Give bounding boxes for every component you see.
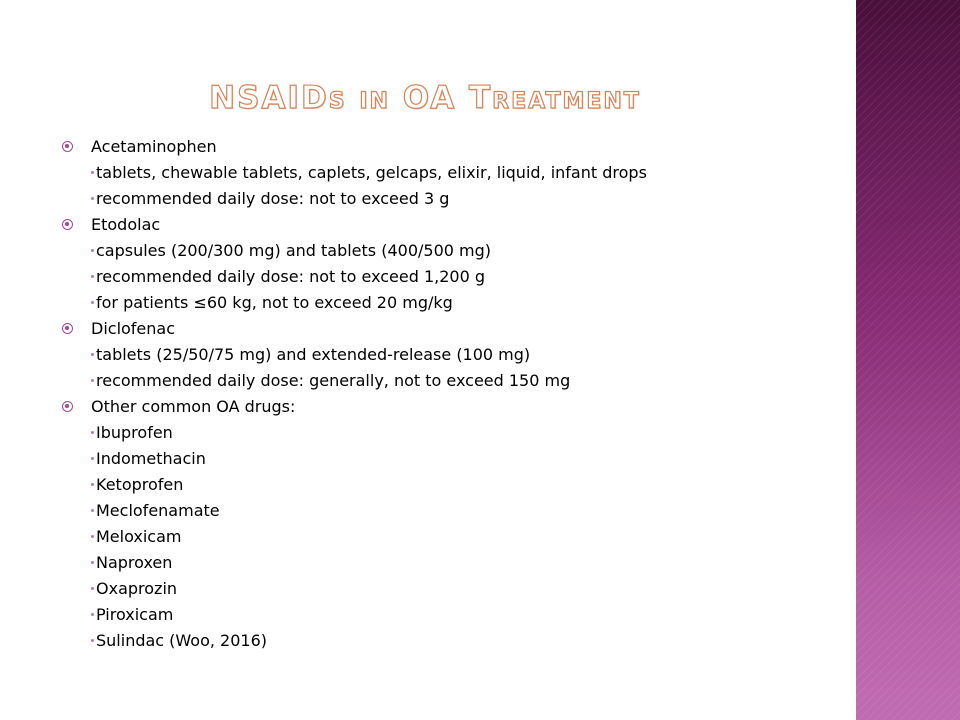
section-heading bbox=[62, 394, 822, 420]
dot-bullet-icon bbox=[91, 353, 94, 356]
dot-bullet-icon bbox=[91, 535, 94, 538]
list-item-text: Piroxicam bbox=[96, 605, 174, 624]
list-item bbox=[62, 290, 822, 316]
section-heading bbox=[62, 316, 822, 342]
list-item bbox=[62, 628, 822, 654]
list-item-text: tablets (25/50/75 mg) and extended-release (100 mg) bbox=[96, 345, 531, 364]
list-item bbox=[62, 238, 822, 264]
list-item-text: recommended daily dose: generally, not to exceed 150 mg bbox=[96, 371, 571, 390]
list-item bbox=[62, 446, 822, 472]
dot-bullet-icon bbox=[91, 613, 94, 616]
section-heading-text: Other common OA drugs: bbox=[91, 397, 296, 416]
list-item-text: recommended daily dose: not to exceed 3 g bbox=[96, 189, 450, 208]
dot-bullet-icon bbox=[91, 249, 94, 252]
list-item-text: Meclofenamate bbox=[96, 501, 220, 520]
dot-bullet-icon bbox=[91, 197, 94, 200]
circle-bullet-icon bbox=[62, 219, 73, 230]
slide-title: NSAIDs in OA Treatment bbox=[209, 80, 641, 116]
section-heading-text: Diclofenac bbox=[91, 319, 176, 338]
list-item-text: Naproxen bbox=[96, 553, 173, 572]
list-item bbox=[62, 550, 822, 576]
list-item-text: Indomethacin bbox=[96, 449, 206, 468]
list-item bbox=[62, 498, 822, 524]
section-heading bbox=[62, 212, 822, 238]
list-item bbox=[62, 342, 822, 368]
list-item bbox=[62, 160, 822, 186]
list-item bbox=[62, 602, 822, 628]
dot-bullet-icon bbox=[91, 483, 94, 486]
list-item-text: Sulindac (Woo, 2016) bbox=[96, 631, 268, 650]
list-item-text: recommended daily dose: not to exceed 1,200 g bbox=[96, 267, 486, 286]
dot-bullet-icon bbox=[91, 587, 94, 590]
circle-bullet-icon bbox=[62, 401, 73, 412]
list-item-text: capsules (200/300 mg) and tablets (400/500 mg) bbox=[96, 241, 491, 260]
list-item-text: Meloxicam bbox=[96, 527, 182, 546]
circle-bullet-icon bbox=[62, 323, 73, 334]
list-item bbox=[62, 368, 822, 394]
section-heading-text: Etodolac bbox=[91, 215, 161, 234]
list-item bbox=[62, 420, 822, 446]
list-item bbox=[62, 472, 822, 498]
dot-bullet-icon bbox=[91, 561, 94, 564]
list-item-text: Oxaprozin bbox=[96, 579, 178, 598]
list-item bbox=[62, 186, 822, 212]
section-heading bbox=[62, 134, 822, 160]
list-item bbox=[62, 576, 822, 602]
dot-bullet-icon bbox=[91, 379, 94, 382]
dot-bullet-icon bbox=[91, 509, 94, 512]
dot-bullet-icon bbox=[91, 639, 94, 642]
list-item-text: Ibuprofen bbox=[96, 423, 173, 442]
dot-bullet-icon bbox=[91, 431, 94, 434]
dot-bullet-icon bbox=[91, 171, 94, 174]
dot-bullet-icon bbox=[91, 275, 94, 278]
dot-bullet-icon bbox=[91, 457, 94, 460]
circle-bullet-icon bbox=[62, 141, 73, 152]
list-item-text: for patients ≤60 kg, not to exceed 20 mg/kg bbox=[96, 293, 453, 312]
decorative-side-panel bbox=[856, 0, 960, 720]
list-item bbox=[62, 524, 822, 550]
section-heading-text: Acetaminophen bbox=[91, 137, 217, 156]
list-item bbox=[62, 264, 822, 290]
list-item-text: tablets, chewable tablets, caplets, gelcaps, elixir, liquid, infant drops bbox=[96, 163, 647, 182]
dot-bullet-icon bbox=[91, 301, 94, 304]
list-item-text: Ketoprofen bbox=[96, 475, 184, 494]
bullet-list bbox=[62, 134, 822, 654]
